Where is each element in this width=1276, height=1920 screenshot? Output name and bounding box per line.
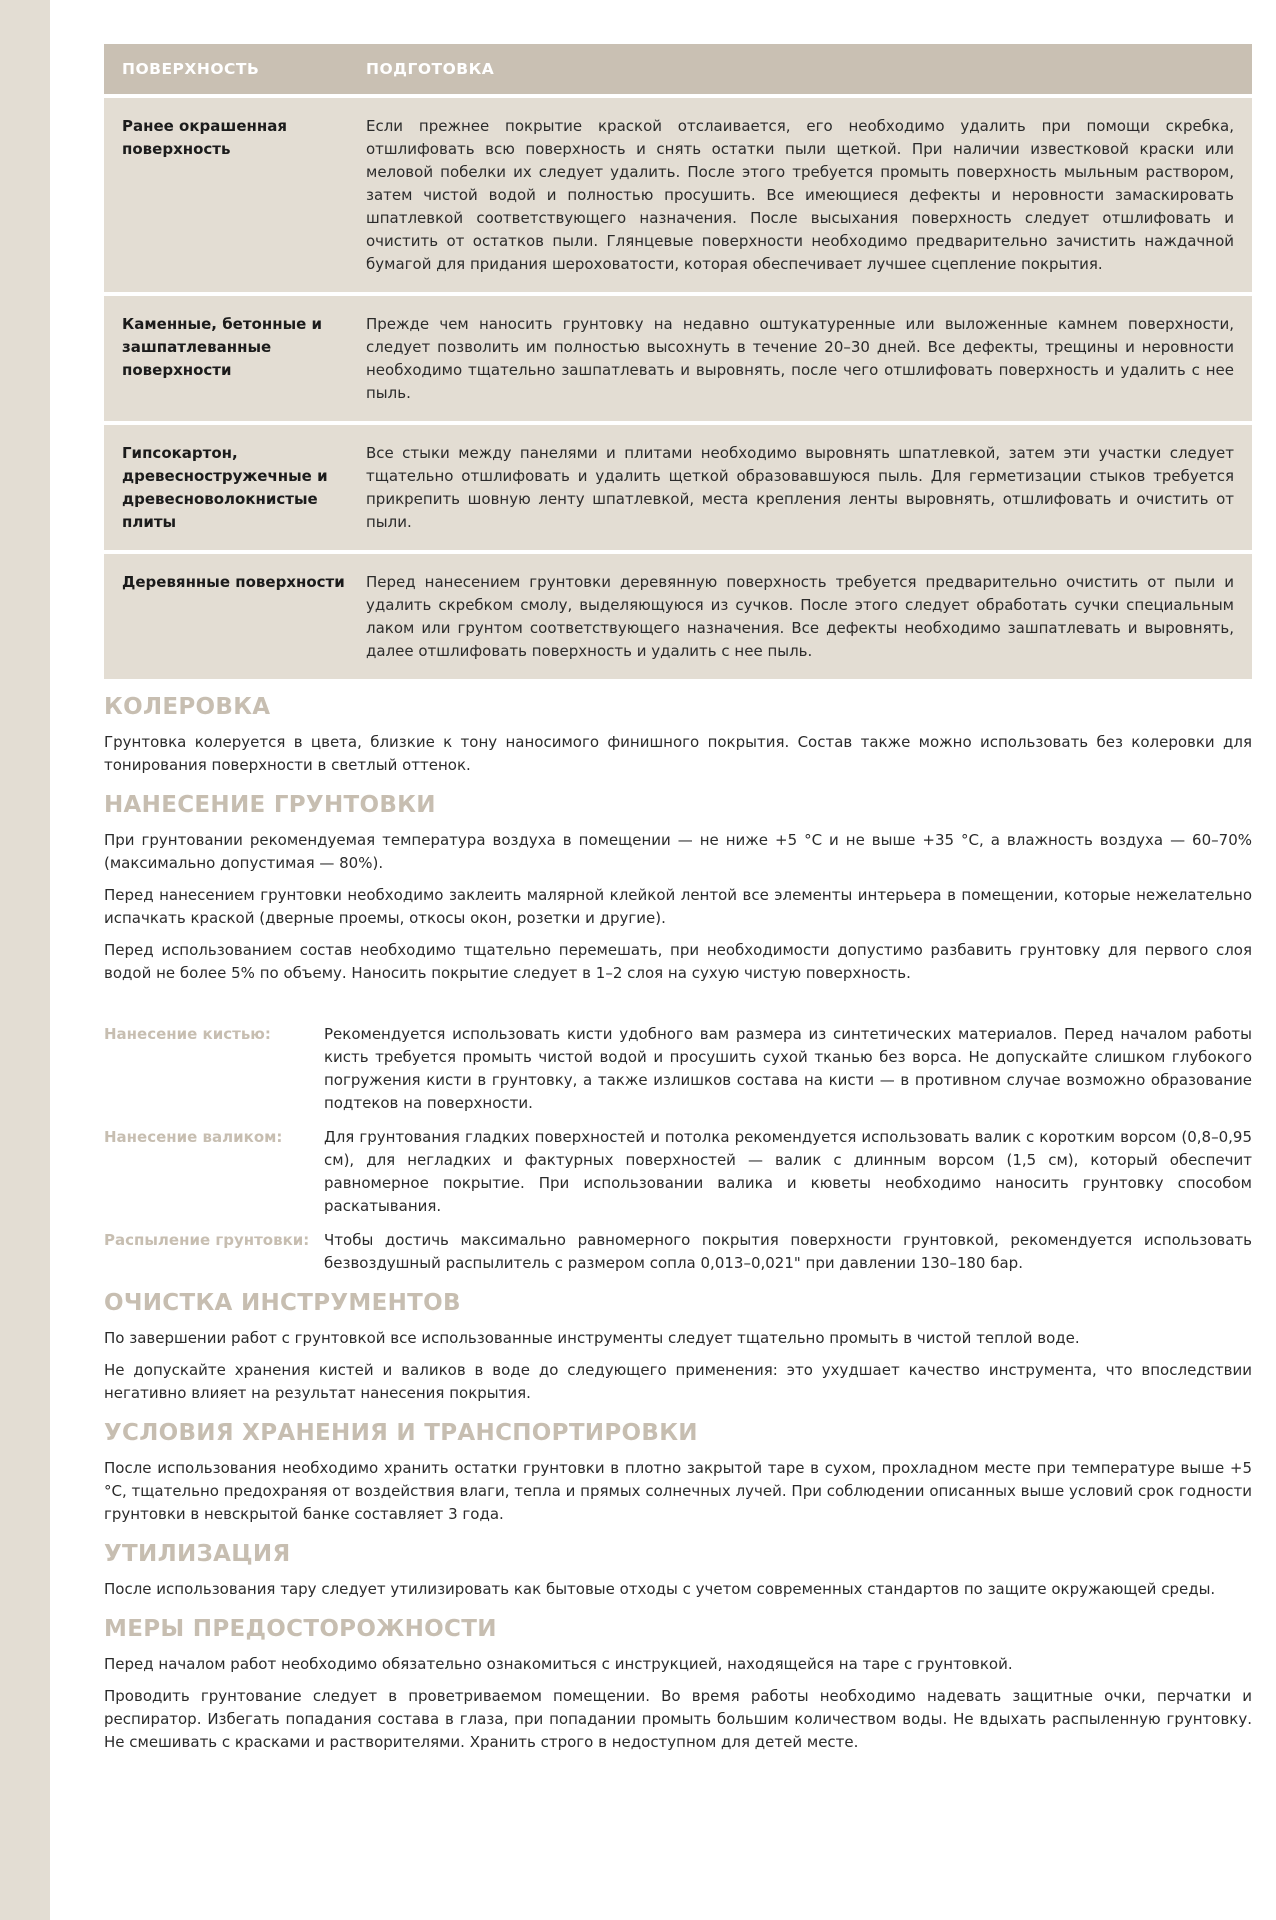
row-surface: Гипсокартон, древесностружечные и древесноволокнистые плиты — [122, 444, 328, 531]
paragraph: После использования тару следует утилизировать как бытовые отходы с учетом современных стандартов по защите окружающей среды. — [104, 1580, 1216, 1598]
section-storage — [104, 1419, 1252, 1526]
paragraph: По завершении работ с грунтовкой все использованные инструменты следует тщательно промыть в чистой теплой воде. — [104, 1329, 1080, 1347]
method-label: Нанесение кистью: — [104, 1025, 271, 1043]
method-label: Распыление грунтовки: — [104, 1231, 310, 1249]
table-row — [104, 425, 1252, 550]
paragraph: После использования необходимо хранить остатки грунтовки в плотно закрытой таре в сухом, прохладном месте при температуре выше +5 °С, тщательно предохраняя от воздействия влаги, тепла и прямых солнечных лучей. При соблюдении описанных выше условий срок годности грунтовки в невскрытой банке составляет 3 года. — [104, 1459, 1252, 1523]
section-cleaning — [104, 1289, 1252, 1405]
method-label: Нанесение валиком: — [104, 1128, 283, 1146]
row-preparation: Прежде чем наносить грунтовку на недавно оштукатуренные или выложенные камнем поверхности, следует позволить им полностью высохнуть в течение 20–30 дней. Все дефекты, трещины и неровности необходимо тщательно зашпатлевать и выровнять, после чего отшлифовать поверхность и удалить с нее пыль. — [366, 315, 1234, 402]
method-brush — [104, 1023, 1252, 1115]
section-title: УСЛОВИЯ ХРАНЕНИЯ И ТРАНСПОРТИРОВКИ — [104, 1420, 698, 1446]
table-header — [104, 44, 1252, 94]
table-row — [104, 296, 1252, 421]
paragraph: Перед нанесением грунтовки необходимо заклеить малярной клейкой лентой все элементы интерьера в помещении, которые нежелательно испачкать краской (дверные проемы, откосы окон, розетки и другие). — [104, 886, 1252, 927]
method-spray — [104, 1229, 1252, 1275]
row-preparation: Все стыки между панелями и плитами необходимо выровнять шпатлевкой, затем эти участки следует тщательно отшлифовать и удалить щеткой образовавшуюся пыль. Для герметизации стыков требуется прикрепить шовную ленту шпатлевкой, места крепления ленты выровнять, отшлифовать и очистить от пыли. — [366, 444, 1234, 531]
section-tinting — [104, 693, 1252, 777]
section-application — [104, 791, 1252, 1275]
row-surface: Ранее окрашенная поверхность — [122, 117, 287, 158]
paragraph: Не допускайте хранения кистей и валиков в воде до следующего применения: это ухудшает качество инструмента, что впоследствии негативно влияет на результат нанесения покрытия. — [104, 1361, 1252, 1402]
header-preparation: ПОДГОТОВКА — [366, 60, 495, 78]
document-page — [104, 44, 1252, 1763]
paragraph: Перед использованием состав необходимо тщательно перемешать, при необходимости допустимо разбавить грунтовку для первого слоя водой не более 5% по объему. Наносить покрытие следует в 1–2 слоя на сухую чистую поверхность. — [104, 941, 1252, 982]
application-methods — [104, 1023, 1252, 1275]
method-roller — [104, 1126, 1252, 1218]
surface-preparation-table — [104, 44, 1252, 679]
method-text: Для грунтования гладких поверхностей и потолка рекомендуется использовать валик с коротким ворсом (0,8–0,95 см), для негладких и фактурных поверхностей — валик с длинным ворсом (1,5 см), который обеспечит равномерное покрытие. При использовании валика и кюветы необходимо наносить грунтовку способом раскатывания. — [324, 1128, 1252, 1215]
paragraph: При грунтовании рекомендуемая температура воздуха в помещении — не ниже +5 °С и не выше +35 °С, а влажность воздуха — 60–70% (максимально допустимая — 80%). — [104, 831, 1252, 872]
method-text: Чтобы достичь максимально равномерного покрытия поверхности грунтовкой, рекомендуется использовать безвоздушный распылитель с размером сопла 0,013–0,021" при давлении 130–180 бар. — [324, 1231, 1252, 1272]
paragraph: Проводить грунтование следует в проветриваемом помещении. Во время работы необходимо надевать защитные очки, перчатки и респиратор. Избегать попадания состава в глаза, при попадании промыть большим количеством воды. Не вдыхать распыленную грунтовку. Не смешивать с красками и растворителями. Хранить строго в недоступном для детей месте. — [104, 1687, 1252, 1751]
method-text: Рекомендуется использовать кисти удобного вам размера из синтетических материалов. Перед началом работы кисть требуется промыть чистой водой и просушить сухой тканью без ворса. Не допускайте слишком глубокого погружения кисти в грунтовку, а также излишков состава на кисти — в противном случае возможно образование подтеков на поверхности. — [324, 1025, 1252, 1112]
paragraph: Перед началом работ необходимо обязательно ознакомиться с инструкцией, находящейся на таре с грунтовкой. — [104, 1655, 1013, 1673]
row-preparation: Если прежнее покрытие краской отслаивается, его необходимо удалить при помощи скребка, отшлифовать всю поверхность и снять остатки пыли щеткой. При наличии известковой краски или меловой побелки их следует удалить. После этого требуется промыть поверхность мыльным раствором, затем чистой водой и полностью просушить. Все имеющиеся дефекты и неровности замаскировать шпатлевкой соответствующего назначения. После высыхания поверхность следует отшлифовать и очистить от остатков пыли. Глянцевые поверхности необходимо предварительно зачистить наждачной бумагой для придания шероховатости, которая обеспечивает лучшее сцепление покрытия. — [366, 117, 1234, 273]
section-title: НАНЕСЕНИЕ ГРУНТОВКИ — [104, 792, 436, 818]
paragraph: Грунтовка колеруется в цвета, близкие к тону наносимого финишного покрытия. Состав также можно использовать без колеровки для тонирования поверхности в светлый оттенок. — [104, 733, 1252, 774]
side-strip — [0, 0, 50, 1920]
row-preparation: Перед нанесением грунтовки деревянную поверхность требуется предварительно очистить от пыли и удалить скребком смолу, выделяющуюся из сучков. После этого следует обработать сучки специальным лаком или грунтом соответствующего назначения. Все дефекты необходимо зашпатлевать и выровнять, далее отшлифовать поверхность и удалить с нее пыль. — [366, 573, 1234, 660]
header-surface: ПОВЕРХНОСТЬ — [122, 60, 260, 78]
section-title: КОЛЕРОВКА — [104, 694, 271, 720]
section-title: МЕРЫ ПРЕДОСТОРОЖНОСТИ — [104, 1616, 497, 1642]
row-surface: Каменные, бетонные и зашпатлеванные поверхности — [122, 315, 323, 379]
table-row — [104, 98, 1252, 292]
section-title: УТИЛИЗАЦИЯ — [104, 1541, 291, 1567]
row-surface: Деревянные поверхности — [122, 573, 345, 591]
section-title: ОЧИСТКА ИНСТРУМЕНТОВ — [104, 1290, 461, 1316]
table-row — [104, 554, 1252, 679]
section-disposal — [104, 1540, 1252, 1601]
section-precautions — [104, 1615, 1252, 1754]
